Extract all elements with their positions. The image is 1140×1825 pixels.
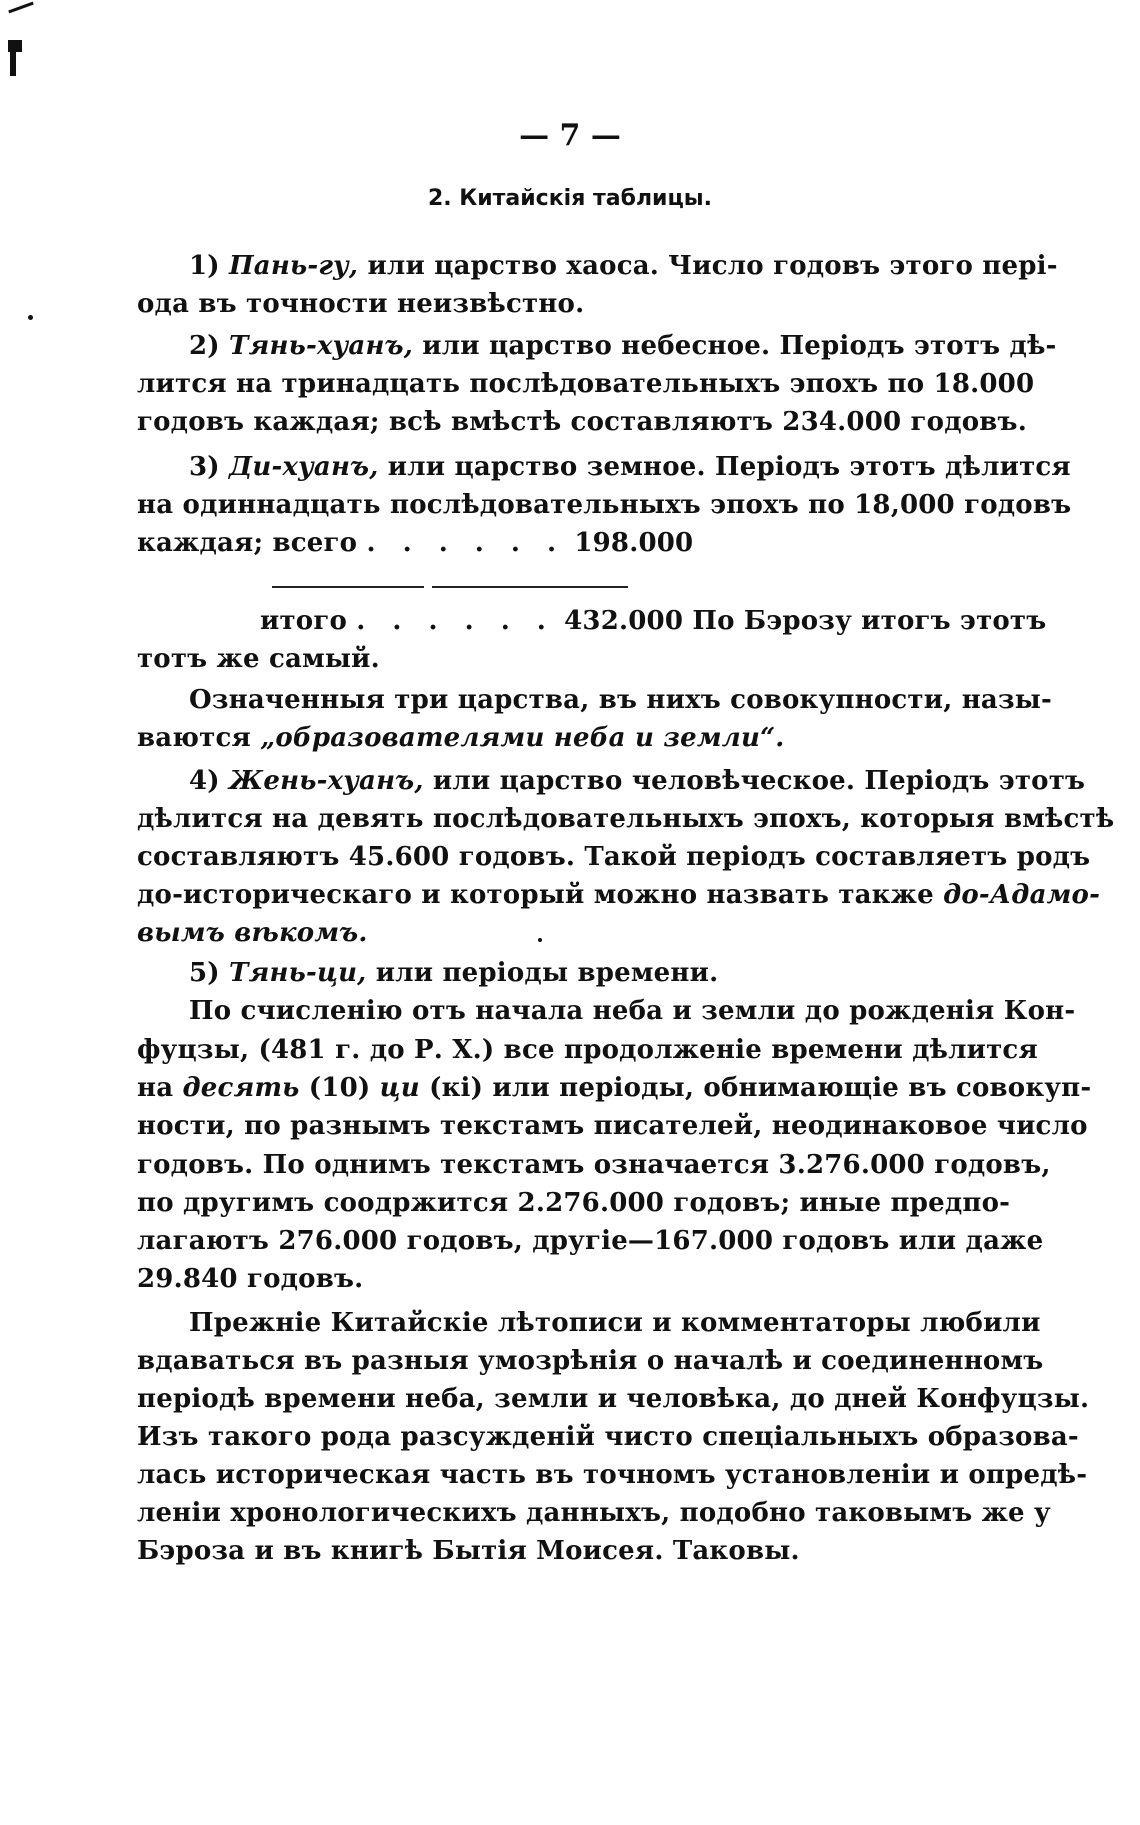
text-line: 29.840 годовъ.	[137, 1264, 364, 1294]
text-line: 3) Ди-хуанъ, или царство земное. Періодъ этотъ дѣлится	[189, 452, 1071, 482]
text-line: каждая; всего . . . . . . 198.000	[137, 528, 694, 558]
text-line: ности, по разнымъ текстамъ писателей, неодинаковое число	[137, 1111, 1088, 1141]
italic-term: вымъ вѣкомъ.	[137, 918, 368, 948]
italic-term: десять	[182, 1073, 300, 1103]
text-line: лагаютъ 276.000 годовъ, другіе—167.000 годовъ или даже	[137, 1226, 1044, 1256]
italic-term: Ди-хуанъ,	[229, 452, 379, 482]
text-line: Бэроза и въ книгѣ Бытія Моисея. Таковы.	[137, 1536, 800, 1566]
text-line: тотъ же самый.	[137, 644, 380, 674]
text-line: на десять (10) ци (кі) или періоды, обнимающіе въ совокуп-	[137, 1073, 1092, 1103]
text-line: По счисленію отъ начала неба и земли до рожденія Кон-	[189, 996, 1076, 1026]
italic-term: Пань-гу,	[229, 251, 359, 281]
text-line: періодѣ времени неба, земли и человѣка, до дней Конфуцзы.	[137, 1384, 1090, 1414]
text-line: годовъ каждая; всѣ вмѣстѣ составляютъ 234.000 годовъ.	[137, 407, 1027, 437]
leader-dots: . . . . . .	[356, 606, 555, 636]
scan-mark	[8, 40, 22, 52]
text-line: фуцзы, (481 г. до Р. Х.) все продолженіе времени дѣлится	[137, 1035, 1038, 1065]
text-line: годовъ. По однимъ текстамъ означается 3.276.000 годовъ,	[137, 1150, 1051, 1180]
page-number: — 7 —	[519, 118, 621, 153]
section-heading: 2. Китайскія таблицы.	[427, 186, 713, 211]
text-line: лится на тринадцать послѣдовательныхъ эпохъ по 18.000	[137, 369, 1035, 399]
text-line: ваются „образователями неба и земли“.	[137, 723, 785, 753]
scan-mark	[28, 315, 33, 320]
scan-mark	[8, 2, 33, 14]
text-line: Означенныя три царства, въ нихъ совокупности, назы-	[189, 685, 1053, 715]
italic-term: Тянь-хуанъ,	[229, 331, 413, 361]
italic-quote: „образователями неба и земли“.	[260, 723, 785, 753]
italic-term: до-Адамо-	[943, 880, 1101, 910]
text-line: итого . . . . . . 432.000 По Бэрозу итогъ этотъ	[260, 606, 1047, 636]
text-line: 2) Тянь-хуанъ, или царство небесное. Періодъ этотъ дѣ-	[189, 331, 1057, 361]
text-line: на одиннадцать послѣдовательныхъ эпохъ по 18,000 годовъ	[137, 490, 1072, 520]
text-line: лась историческая часть въ точномъ установленіи и опредѣ-	[137, 1460, 1088, 1490]
text-line: Изъ такого рода разсужденій чисто спеціальныхъ образова-	[137, 1422, 1079, 1452]
text-line	[137, 914, 923, 952]
text-line: по другимъ соодржится 2.276.000 годовъ; иные предпо-	[137, 1188, 1011, 1218]
text-line: ода въ точности неизвѣстно.	[137, 289, 585, 319]
text-line: дѣлится на девять послѣдовательныхъ эпохъ, которыя вмѣстѣ	[137, 804, 1115, 834]
italic-term: Тянь-ци,	[229, 958, 367, 988]
text-line: до-историческаго и который можно назвать также до-Адамо-	[137, 880, 1101, 910]
text-line: 5) Тянь-ци, или періоды времени.	[189, 958, 719, 988]
text-line: составляютъ 45.600 годовъ. Такой періодъ составляетъ родъ	[137, 842, 1091, 872]
leader-dots: . . . . . .	[366, 528, 566, 558]
text-line: вдаваться въ разныя умозрѣнія о началѣ и соединенномъ	[137, 1346, 1044, 1376]
text-line: леніи хронологическихъ данныхъ, подобно таковымъ же у	[137, 1498, 1051, 1528]
italic-term: ци	[379, 1073, 420, 1103]
text-line: Прежніе Китайскіе лѣтописи и комментаторы любили	[189, 1308, 1041, 1338]
text-line: 4) Жень-хуанъ, или царство человѣческое. Періодъ этотъ	[189, 766, 1086, 796]
italic-term: Жень-хуанъ,	[229, 766, 424, 796]
body-text-cont	[137, 0, 1115, 1825]
text-line: 1) Пань-гу, или царство хаоса. Число годовъ этого пері-	[189, 251, 1058, 281]
